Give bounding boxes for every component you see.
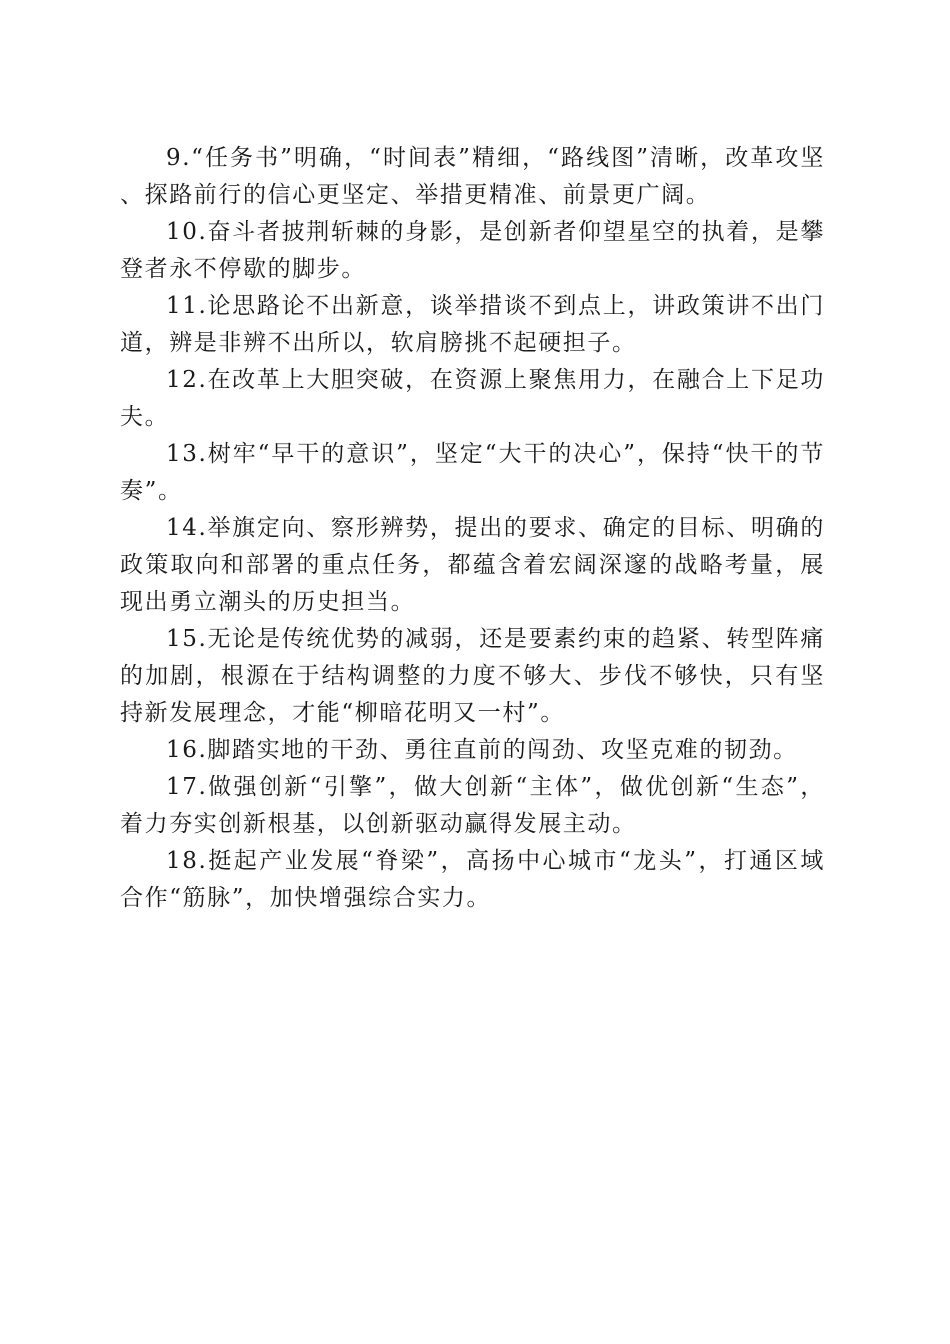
paragraph-item-16: 16.脚踏实地的干劲、勇往直前的闯劲、攻坚克难的韧劲。	[166, 737, 798, 763]
paragraph-item-17: 17.做强创新“引擎”，做大创新“主体”，做优创新“生态”，着力夯实创新根基，以创新驱动赢得发展主动。	[120, 774, 825, 837]
paragraph-item-15: 15.无论是传统优势的减弱，还是要素约束的趋紧、转型阵痛的加剧，根源在于结构调整的力度不够大、步伐不够快，只有坚持新发展理念，才能“柳暗花明又一村”。	[120, 626, 825, 726]
paragraph-item-13: 13.树牢“早干的意识”，坚定“大干的决心”，保持“快干的节奏”。	[120, 441, 825, 504]
paragraph-item-10: 10.奋斗者披荆斩棘的身影，是创新者仰望星空的执着，是攀登者永不停歇的脚步。	[120, 219, 825, 282]
paragraph-item-9: 9.“任务书”明确，“时间表”精细，“路线图”清晰，改革攻坚、探路前行的信心更坚定、举措更精准、前景更广阔。	[120, 145, 825, 208]
paragraph-item-18: 18.挺起产业发展“脊梁”，高扬中心城市“龙头”，打通区域合作“筋脉”，加快增强综合实力。	[120, 848, 825, 911]
document-body	[120, 140, 825, 917]
paragraph-item-12: 12.在改革上大胆突破，在资源上聚焦用力，在融合上下足功夫。	[120, 367, 825, 430]
paragraph-item-14: 14.举旗定向、察形辨势，提出的要求、确定的目标、明确的政策取向和部署的重点任务，都蕴含着宏阔深邃的战略考量，展现出勇立潮头的历史担当。	[120, 515, 825, 615]
paragraph-item-11: 11.论思路论不出新意，谈举措谈不到点上，讲政策讲不出门道，辨是非辨不出所以，软肩膀挑不起硬担子。	[120, 293, 825, 356]
